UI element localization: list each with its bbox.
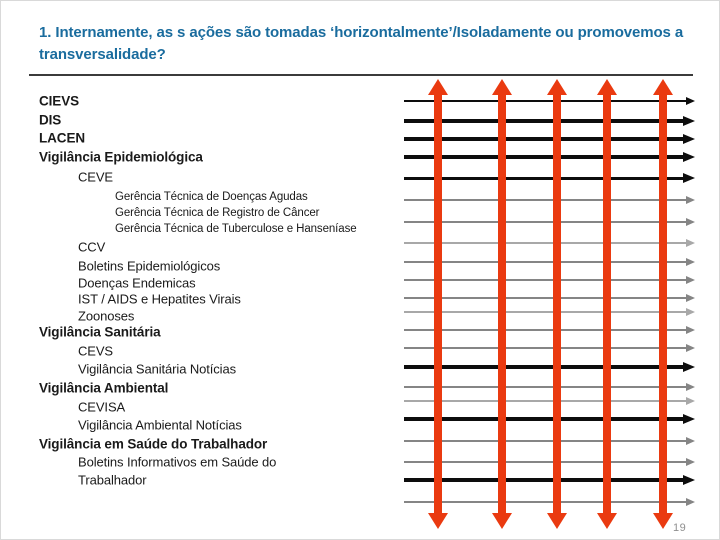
list-item: LACEN — [39, 130, 85, 146]
list-item: Gerência Técnica de Doenças Agudas — [115, 191, 308, 203]
horizontal-arrow-head — [683, 134, 695, 144]
horizontal-arrow-head — [686, 258, 695, 266]
list-item: CIEVS — [39, 93, 80, 109]
horizontal-arrow-head — [686, 276, 695, 284]
horizontal-arrow — [404, 329, 688, 331]
list-item: Vigilância Sanitária — [39, 324, 161, 340]
horizontal-arrow-head — [686, 308, 695, 316]
horizontal-arrow-head — [686, 498, 695, 506]
horizontal-arrow-head — [686, 458, 695, 466]
list-item: CEVS — [78, 343, 114, 359]
vertical-arrow-head-up — [547, 79, 567, 95]
horizontal-arrow — [404, 440, 688, 443]
horizontal-arrow — [404, 137, 685, 141]
list-item: Vigilância Sanitária Notícias — [78, 361, 237, 377]
horizontal-arrow — [404, 461, 688, 464]
horizontal-arrow-head — [686, 294, 695, 302]
list-item: Gerência Técnica de Tuberculose e Hanseníase — [115, 223, 357, 235]
horizontal-arrow — [404, 242, 688, 244]
horizontal-arrow-head — [686, 383, 695, 391]
horizontal-arrow-head — [686, 196, 695, 204]
horizontal-arrow-head — [686, 326, 695, 334]
horizontal-arrow — [404, 221, 688, 224]
vertical-arrow-head-down — [597, 513, 617, 529]
vertical-arrow-shaft — [498, 93, 506, 515]
list-item: Vigilância Ambiental — [39, 380, 169, 396]
horizontal-arrow-head — [686, 218, 695, 226]
vertical-arrow-head-up — [597, 79, 617, 95]
list-item: Trabalhador — [78, 472, 147, 488]
list-item: CEVE — [78, 169, 114, 185]
list-item: DIS — [39, 112, 62, 128]
horizontal-arrow — [404, 478, 685, 482]
horizontal-arrow — [404, 199, 688, 201]
vertical-arrow-shaft — [553, 93, 561, 515]
horizontal-arrow — [404, 155, 685, 159]
vertical-arrow-head-up — [653, 79, 673, 95]
list-item: Doenças Endemicas — [78, 275, 196, 291]
list-item: CEVISA — [78, 399, 126, 415]
horizontal-arrow-head — [686, 397, 695, 405]
horizontal-arrow — [404, 417, 685, 421]
horizontal-arrow — [404, 311, 688, 313]
horizontal-arrow — [404, 347, 688, 349]
vertical-arrow-shaft — [659, 93, 667, 515]
title-divider — [29, 74, 693, 76]
horizontal-arrow — [404, 297, 688, 299]
list-item: Gerência Técnica de Registro de Câncer — [115, 207, 320, 219]
horizontal-arrow-head — [683, 116, 695, 126]
horizontal-arrow-head — [686, 344, 695, 352]
list-item: CCV — [78, 239, 106, 255]
horizontal-arrow — [404, 400, 688, 402]
horizontal-arrow-head — [683, 362, 695, 372]
horizontal-arrow-head — [683, 475, 695, 485]
horizontal-arrow — [404, 365, 685, 369]
horizontal-arrow — [404, 386, 688, 388]
vertical-arrow-head-down — [428, 513, 448, 529]
list-item: Boletins Informativos em Saúde do — [78, 454, 277, 470]
horizontal-arrow — [404, 501, 688, 504]
horizontal-arrow — [404, 100, 688, 102]
list-item: Vigilância Epidemiológica — [39, 149, 203, 165]
vertical-arrow-head-down — [492, 513, 512, 529]
horizontal-arrow — [404, 261, 688, 264]
list-item: Zoonoses — [78, 308, 135, 324]
vertical-arrow-head-up — [428, 79, 448, 95]
horizontal-arrow-head — [686, 239, 695, 247]
list-item: Vigilância em Saúde do Trabalhador — [39, 436, 268, 452]
horizontal-arrow-head — [683, 152, 695, 162]
page-number: 19 — [673, 522, 687, 534]
horizontal-arrow-head — [683, 414, 695, 424]
horizontal-arrow-head — [686, 97, 695, 105]
list-item: Vigilância Ambiental Notícias — [78, 417, 242, 433]
list-item: IST / AIDS e Hepatites Virais — [78, 291, 241, 307]
slide-title: 1. Internamente, as s ações são tomadas ‘horizontalmente’/Isoladamente ou promovemos a transversalidade? — [39, 24, 692, 63]
vertical-arrow-head-up — [492, 79, 512, 95]
vertical-arrow-head-down — [653, 513, 673, 529]
horizontal-arrow — [404, 119, 685, 123]
vertical-arrow-shaft — [434, 93, 442, 515]
horizontal-arrow — [404, 177, 685, 180]
horizontal-arrow-head — [683, 173, 695, 183]
horizontal-arrow — [404, 279, 688, 281]
vertical-arrow-shaft — [603, 93, 611, 515]
horizontal-arrow-head — [686, 437, 695, 445]
list-item: Boletins Epidemiológicos — [78, 258, 221, 274]
vertical-arrow-head-down — [547, 513, 567, 529]
